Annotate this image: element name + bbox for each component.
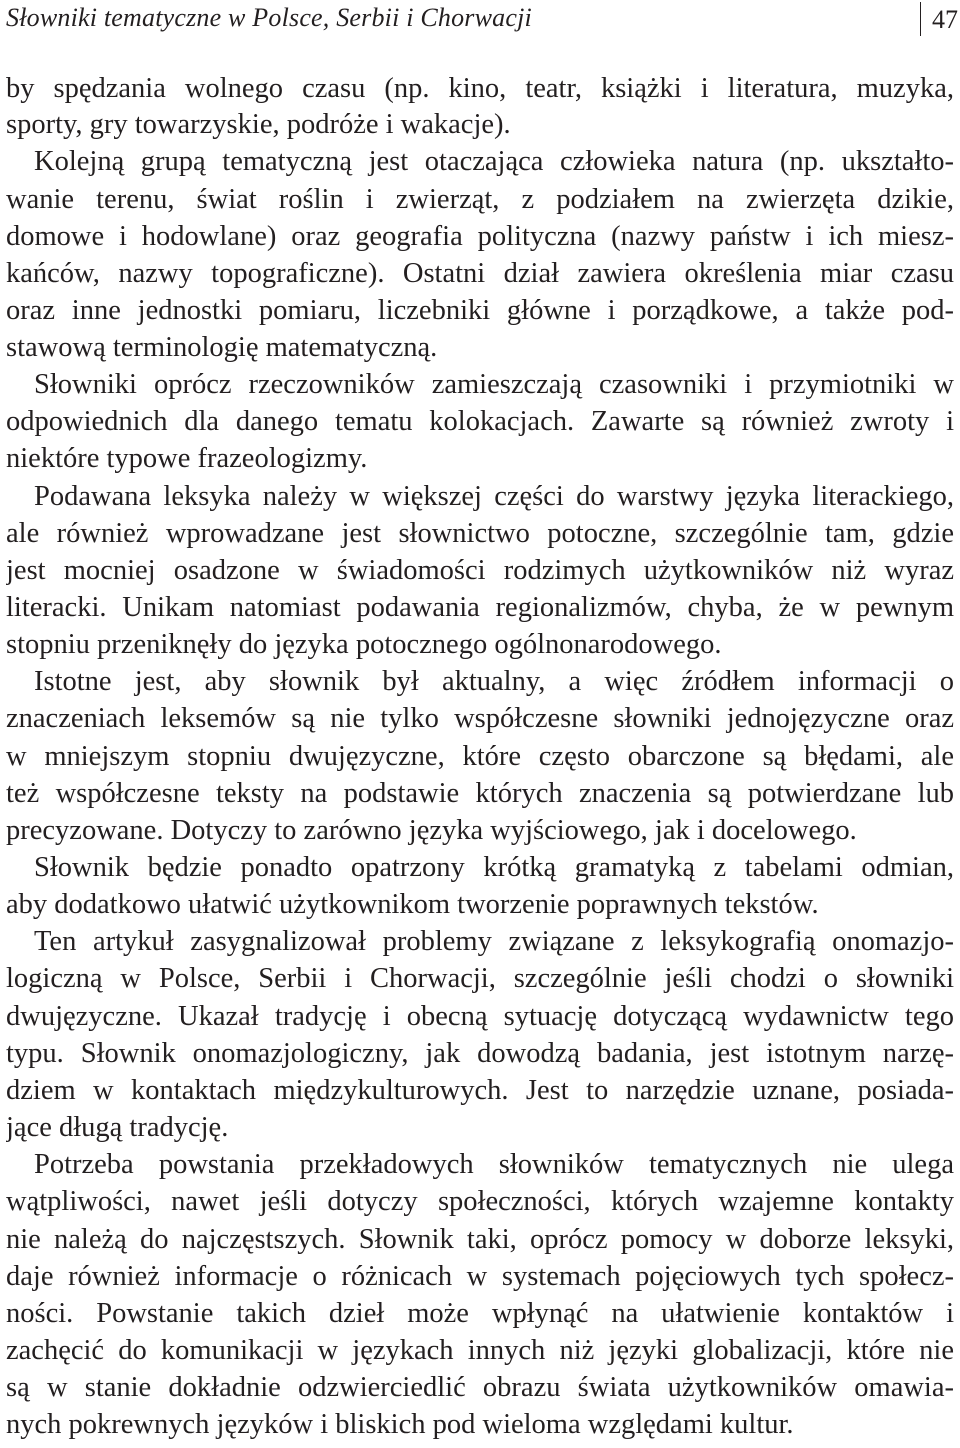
text-line: znaczeniach leksemów są nie tylko współczesne słowniki jednojęzyczne oraz [6,703,954,734]
text-line: kańców, nazwy topograficzne). Ostatni dział zawiera określenia miar czasu [6,258,954,289]
text-line: oraz inne jednostki pomiaru, liczebniki główne i porządkowe, a także pod- [6,295,954,326]
text-line: aby dodatkowo ułatwić użytkownikom tworzenie poprawnych tekstów. [6,889,819,920]
text-line: sporty, gry towarzyskie, podróże i wakacje). [6,109,511,140]
text-line: Ten artykuł zasygnalizował problemy związane z leksykografią onomazjo- [34,926,954,957]
text-line: niektóre typowe frazeologizmy. [6,443,368,474]
text-line: Potrzeba powstania przekładowych słowników tematycznych nie ulega [34,1149,954,1180]
text-line: daje również informacje o różnicach w systemach pojęciowych tych społecz- [6,1261,954,1292]
text-line: wątpliwości, nawet jeśli dotyczy społeczności, których wzajemne kontakty [6,1186,954,1217]
text-line: Podawana leksyka należy w większej części do warstwy języka literackiego, [34,481,954,512]
text-line: literacki. Unikam natomiast podawania regionalizmów, chyba, że w pewnym [6,592,954,623]
text-line: ale również wprowadzane jest słownictwo potoczne, szczególnie tam, gdzie [6,518,954,549]
text-line: nych pokrewnych języków i bliskich pod wieloma względami kultur. [6,1409,794,1440]
text-line: stawową terminologię matematyczną. [6,332,438,363]
header-divider [920,2,921,36]
text-line: też współczesne teksty na podstawie których znaczenia są potwierdzane lub [6,778,954,809]
text-line: nie należą do najczęstszych. Słownik taki, oprócz pomocy w doborze leksyki, [6,1224,954,1255]
text-line: wanie terenu, świat roślin i zwierząt, z podziałem na zwierzęta dzikie, [6,184,954,215]
text-line: stopniu przeniknęły do języka potocznego ogólnonarodowego. [6,629,722,660]
text-line: Istotne jest, aby słownik był aktualny, a więc źródłem informacji o [34,666,954,697]
text-line: by spędzania wolnego czasu (np. kino, teatr, książki i literatura, muzyka, [6,73,954,104]
text-line: typu. Słownik onomazjologiczny, jak dowodzą badania, jest istotnym narzę- [6,1038,954,1069]
text-line: Słownik będzie ponadto opatrzony krótką gramatyką z tabelami odmian, [34,852,954,883]
page-number: 47 [932,5,958,34]
text-line: odpowiednich dla danego tematu kolokacjach. Zawarte są również zwroty i [6,406,954,437]
running-title: Słowniki tematyczne w Polsce, Serbii i Chorwacji [6,3,532,32]
text-line: są w stanie dokładnie odzwierciedlić obrazu świata użytkowników omawia- [6,1372,954,1403]
text-line: w mniejszym stopniu dwujęzyczne, które często obarczone są błędami, ale [6,741,954,772]
text-line: domowe i hodowlane) oraz geografia polityczna (nazwy państw i ich miesz- [6,221,954,252]
text-line: jest mocniej osadzone w świadomości rodzimych użytkowników niż wyraz [6,555,954,586]
text-line: logiczną w Polsce, Serbii i Chorwacji, szczególnie jeśli chodzi o słowniki [6,963,954,994]
text-line: ności. Powstanie takich dzieł może wpłynąć na ułatwienie kontaktów i [6,1298,954,1329]
text-line: Słowniki oprócz rzeczowników zamieszczają czasowniki i przymiotniki w [34,369,954,400]
text-line: Kolejną grupą tematyczną jest otaczająca człowieka natura (np. ukształto- [34,146,954,177]
text-line: jące długą tradycję. [6,1112,229,1143]
text-line: precyzowane. Dotyczy to zarówno języka wyjściowego, jak i docelowego. [6,815,857,846]
text-line: dwujęzyczne. Ukazał tradycję i obecną sytuację dotyczącą wydawnictw tego [6,1001,954,1032]
text-line: dziem w kontaktach międzykulturowych. Jest to narzędzie uznane, posiada- [6,1075,954,1106]
text-line: zachęcić do komunikacji w językach innych niż języki globalizacji, które nie [6,1335,954,1366]
